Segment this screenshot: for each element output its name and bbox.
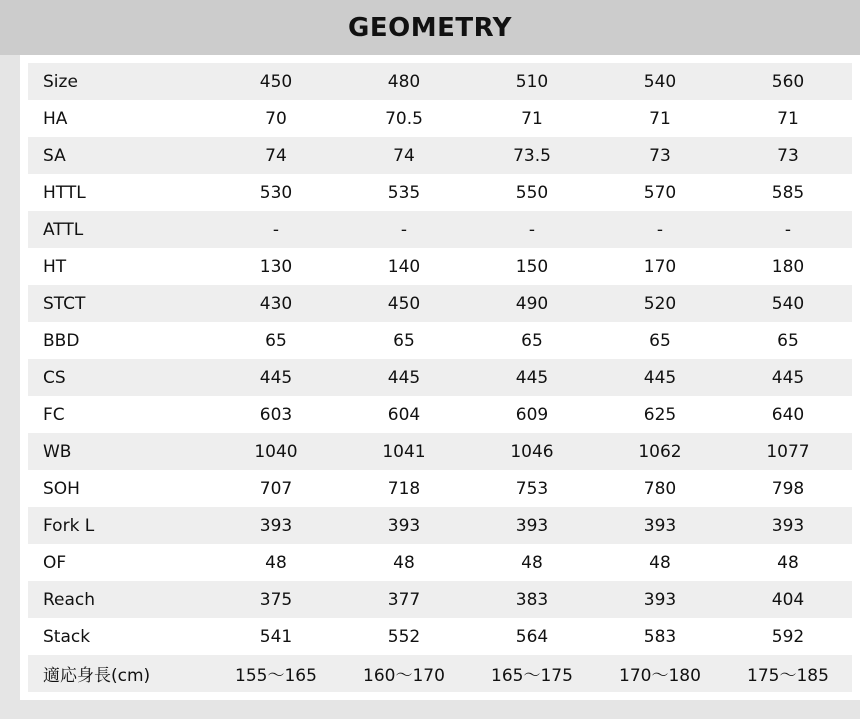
table-cell: - — [784, 219, 792, 240]
row-label: Reach — [43, 589, 96, 610]
table-row — [28, 285, 852, 322]
table-row — [28, 581, 852, 618]
table-cell: 375 — [259, 589, 293, 610]
table-cell: 753 — [515, 478, 549, 499]
table-cell: 445 — [643, 367, 677, 388]
table-cell: 393 — [771, 515, 805, 536]
table-cell: 1041 — [382, 441, 426, 462]
table-cell: 393 — [643, 589, 677, 610]
table-cell: 445 — [387, 367, 421, 388]
table-cell: 48 — [777, 552, 799, 573]
row-label: OF — [43, 552, 67, 573]
row-label: SOH — [43, 478, 80, 499]
table-cell: 65 — [265, 330, 287, 351]
table-cell: 65 — [521, 330, 543, 351]
table-cell: 404 — [771, 589, 805, 610]
table-row — [28, 396, 852, 433]
geometry-table-body — [28, 63, 852, 692]
table-cell: 780 — [643, 478, 677, 499]
table-cell: 510 — [515, 71, 549, 92]
table-cell: 130 — [259, 256, 293, 277]
table-cell: 798 — [771, 478, 805, 499]
table-cell: 48 — [265, 552, 287, 573]
table-cell: 430 — [259, 293, 293, 314]
table-cell: 74 — [393, 145, 415, 166]
table-cell: 592 — [771, 626, 805, 647]
table-cell: 170 — [643, 256, 677, 277]
table-cell: 604 — [387, 404, 421, 425]
table-cell: 564 — [515, 626, 549, 647]
row-label: BBD — [43, 330, 80, 351]
table-row — [28, 470, 852, 507]
table-cell: 74 — [265, 145, 287, 166]
table-cell: 48 — [393, 552, 415, 573]
table-cell: 70.5 — [385, 108, 423, 129]
table-cell: 73 — [649, 145, 671, 166]
table-cell: 530 — [259, 182, 293, 203]
row-label: STCT — [43, 293, 86, 314]
table-cell: 71 — [521, 108, 543, 129]
row-label: SA — [43, 145, 66, 166]
table-cell: 541 — [259, 626, 293, 647]
table-cell: 609 — [515, 404, 549, 425]
header-bar — [0, 0, 860, 55]
row-label: ATTL — [43, 219, 84, 240]
geometry-table — [28, 63, 852, 692]
table-cell: 160〜170 — [363, 666, 445, 686]
table-row — [28, 248, 852, 285]
table-cell: 1046 — [510, 441, 554, 462]
table-row — [28, 618, 852, 655]
table-cell: 445 — [771, 367, 805, 388]
row-label: HT — [43, 256, 67, 277]
table-cell: 445 — [515, 367, 549, 388]
table-cell: 393 — [387, 515, 421, 536]
table-cell: 393 — [259, 515, 293, 536]
table-cell: - — [272, 219, 280, 240]
table-cell: 165〜175 — [491, 666, 573, 686]
table-cell: 640 — [771, 404, 805, 425]
table-cell: 1062 — [638, 441, 682, 462]
table-cell: 450 — [387, 293, 421, 314]
row-label: 適応身長(cm) — [43, 666, 151, 686]
table-row — [28, 174, 852, 211]
table-cell: 718 — [387, 478, 421, 499]
table-cell: 383 — [515, 589, 549, 610]
table-row — [28, 100, 852, 137]
table-cell: 552 — [387, 626, 421, 647]
row-label: Size — [43, 71, 78, 92]
table-cell: 170〜180 — [619, 666, 701, 686]
table-cell: 445 — [259, 367, 293, 388]
table-cell: 65 — [777, 330, 799, 351]
table-cell: 550 — [515, 182, 549, 203]
table-cell: 65 — [393, 330, 415, 351]
table-row — [28, 433, 852, 470]
table-cell: 603 — [259, 404, 293, 425]
geometry-panel — [20, 55, 860, 700]
row-label: HTTL — [43, 182, 86, 203]
table-cell: 65 — [649, 330, 671, 351]
table-cell: 393 — [515, 515, 549, 536]
table-cell: 585 — [771, 182, 805, 203]
table-cell: 150 — [515, 256, 549, 277]
table-row — [28, 63, 852, 100]
table-cell: 70 — [265, 108, 287, 129]
row-label: FC — [43, 404, 65, 425]
table-cell: 570 — [643, 182, 677, 203]
page-title: GEOMETRY — [348, 12, 512, 43]
table-cell: 480 — [387, 71, 421, 92]
row-label: Stack — [43, 626, 91, 647]
table-row — [28, 507, 852, 544]
table-cell: 175〜185 — [747, 666, 829, 686]
table-row — [28, 359, 852, 396]
table-cell: 540 — [771, 293, 805, 314]
table-cell: 707 — [259, 478, 293, 499]
table-cell: 520 — [643, 293, 677, 314]
table-cell: 48 — [521, 552, 543, 573]
row-label: WB — [43, 441, 72, 462]
table-cell: - — [656, 219, 664, 240]
table-cell: 73 — [777, 145, 799, 166]
table-row — [28, 544, 852, 581]
table-cell: - — [528, 219, 536, 240]
table-cell: 71 — [649, 108, 671, 129]
table-cell: 48 — [649, 552, 671, 573]
table-cell: 625 — [643, 404, 677, 425]
table-cell: 540 — [643, 71, 677, 92]
table-cell: 180 — [771, 256, 805, 277]
row-label: Fork L — [43, 515, 95, 536]
table-row — [28, 655, 852, 692]
row-label: CS — [43, 367, 66, 388]
table-cell: 377 — [387, 589, 421, 610]
table-cell: 73.5 — [513, 145, 551, 166]
table-row — [28, 211, 852, 248]
table-cell: 583 — [643, 626, 677, 647]
table-cell: 535 — [387, 182, 421, 203]
table-cell: - — [400, 219, 408, 240]
table-cell: 393 — [643, 515, 677, 536]
table-cell: 140 — [387, 256, 421, 277]
table-cell: 1077 — [766, 441, 810, 462]
table-row — [28, 137, 852, 174]
table-cell: 155〜165 — [235, 666, 317, 686]
table-cell: 560 — [771, 71, 805, 92]
table-cell: 450 — [259, 71, 293, 92]
table-row — [28, 322, 852, 359]
table-cell: 490 — [515, 293, 549, 314]
table-cell: 1040 — [254, 441, 298, 462]
table-cell: 71 — [777, 108, 799, 129]
row-label: HA — [43, 108, 68, 129]
